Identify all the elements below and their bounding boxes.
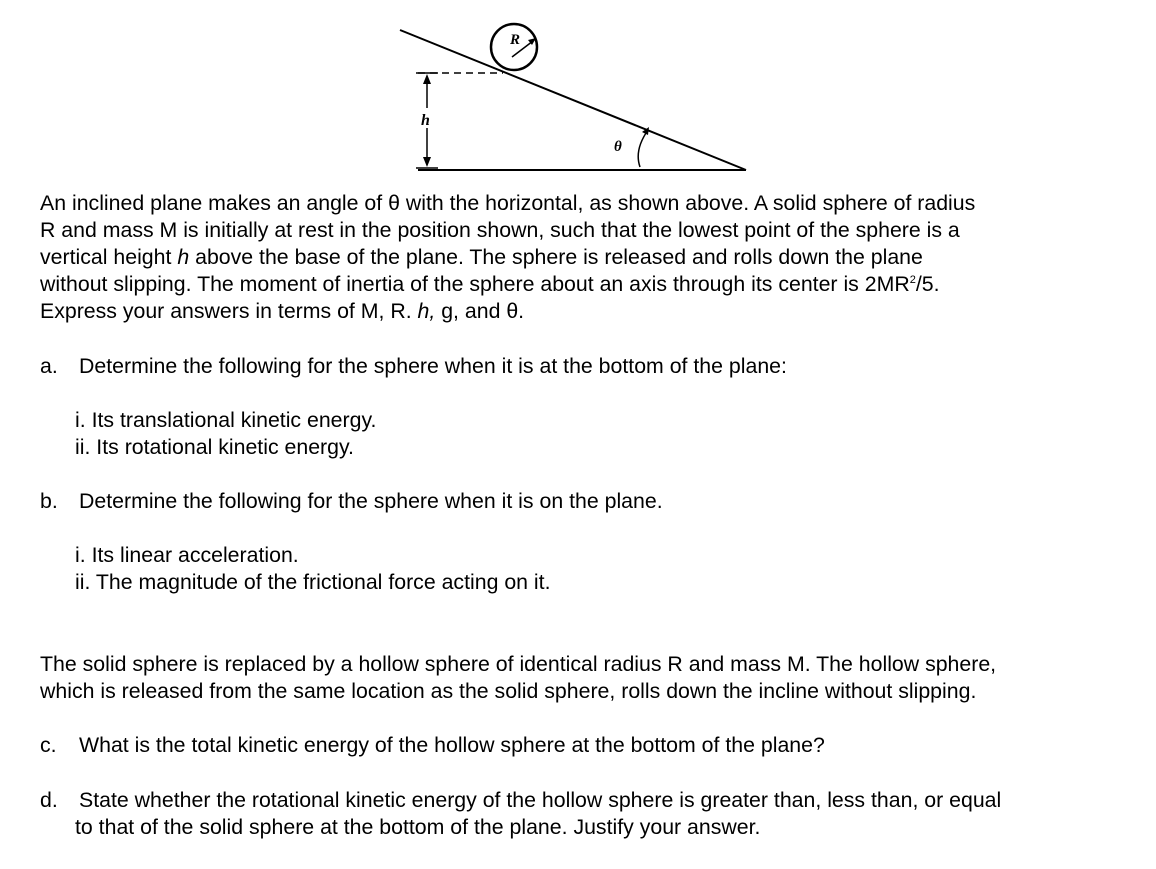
intro-line-4-post: /5. xyxy=(915,272,940,296)
superscript-2: 2 xyxy=(909,273,916,286)
variable-h: h xyxy=(177,245,190,269)
para2-line-1: The solid sphere is replaced by a hollow sphere of identical radius R and mass M. The hollow sphere, xyxy=(40,652,997,676)
angle-label: θ xyxy=(614,139,622,155)
question-a-letter: a. xyxy=(40,354,58,378)
intro-line-3 xyxy=(40,244,923,271)
question-d-text-line-1: State whether the rotational kinetic energy of the hollow sphere is greater than, less than, or equal xyxy=(79,788,1002,812)
incline-line xyxy=(400,30,746,170)
question-a-sub-ii: ii. Its rotational kinetic energy. xyxy=(75,435,354,459)
angle-arc xyxy=(638,130,648,167)
question-b-letter: b. xyxy=(40,489,58,513)
para2-line-2: which is released from the same location as the solid sphere, rolls down the incline without slipping. xyxy=(40,679,977,703)
question-b-text: Determine the following for the sphere when it is on the plane. xyxy=(79,489,663,513)
question-c-letter: c. xyxy=(40,733,57,757)
intro-line-3-post: above the base of the plane. The sphere is released and rolls down the plane xyxy=(189,245,923,269)
question-a-sub-i: i. Its translational kinetic energy. xyxy=(75,408,377,432)
question-d-text-line-2: to that of the solid sphere at the bottom of the plane. Justify your answer. xyxy=(75,815,761,839)
question-a-text: Determine the following for the sphere when it is at the bottom of the plane: xyxy=(79,354,787,378)
variable-h-comma: h, xyxy=(417,299,436,323)
intro-line-5-pre: Express your answers in terms of M, R. xyxy=(40,299,418,323)
question-b-sub-ii: ii. The magnitude of the frictional force acting on it. xyxy=(75,570,551,594)
intro-line-5-post: g, and θ. xyxy=(435,299,525,323)
height-label: h xyxy=(421,112,430,129)
intro-line-5 xyxy=(40,298,524,325)
question-b-sub-i: i. Its linear acceleration. xyxy=(75,543,299,567)
intro-line-1: An inclined plane makes an angle of θ with the horizontal, as shown above. A solid sphere of radius xyxy=(40,191,976,215)
question-d-letter: d. xyxy=(40,788,58,812)
intro-line-3-pre: vertical height xyxy=(40,245,178,269)
height-arrowhead-up xyxy=(423,74,431,84)
inclined-plane-diagram xyxy=(0,0,1156,185)
intro-line-4 xyxy=(40,271,940,298)
question-c-text: What is the total kinetic energy of the hollow sphere at the bottom of the plane? xyxy=(79,733,825,757)
radius-label: R xyxy=(510,32,521,48)
intro-line-2: R and mass M is initially at rest in the position shown, such that the lowest point of the sphere is a xyxy=(40,218,960,242)
height-arrowhead-down xyxy=(423,157,431,167)
intro-line-4-pre: without slipping. The moment of inertia of the sphere about an axis through its center is 2MR xyxy=(40,272,910,296)
